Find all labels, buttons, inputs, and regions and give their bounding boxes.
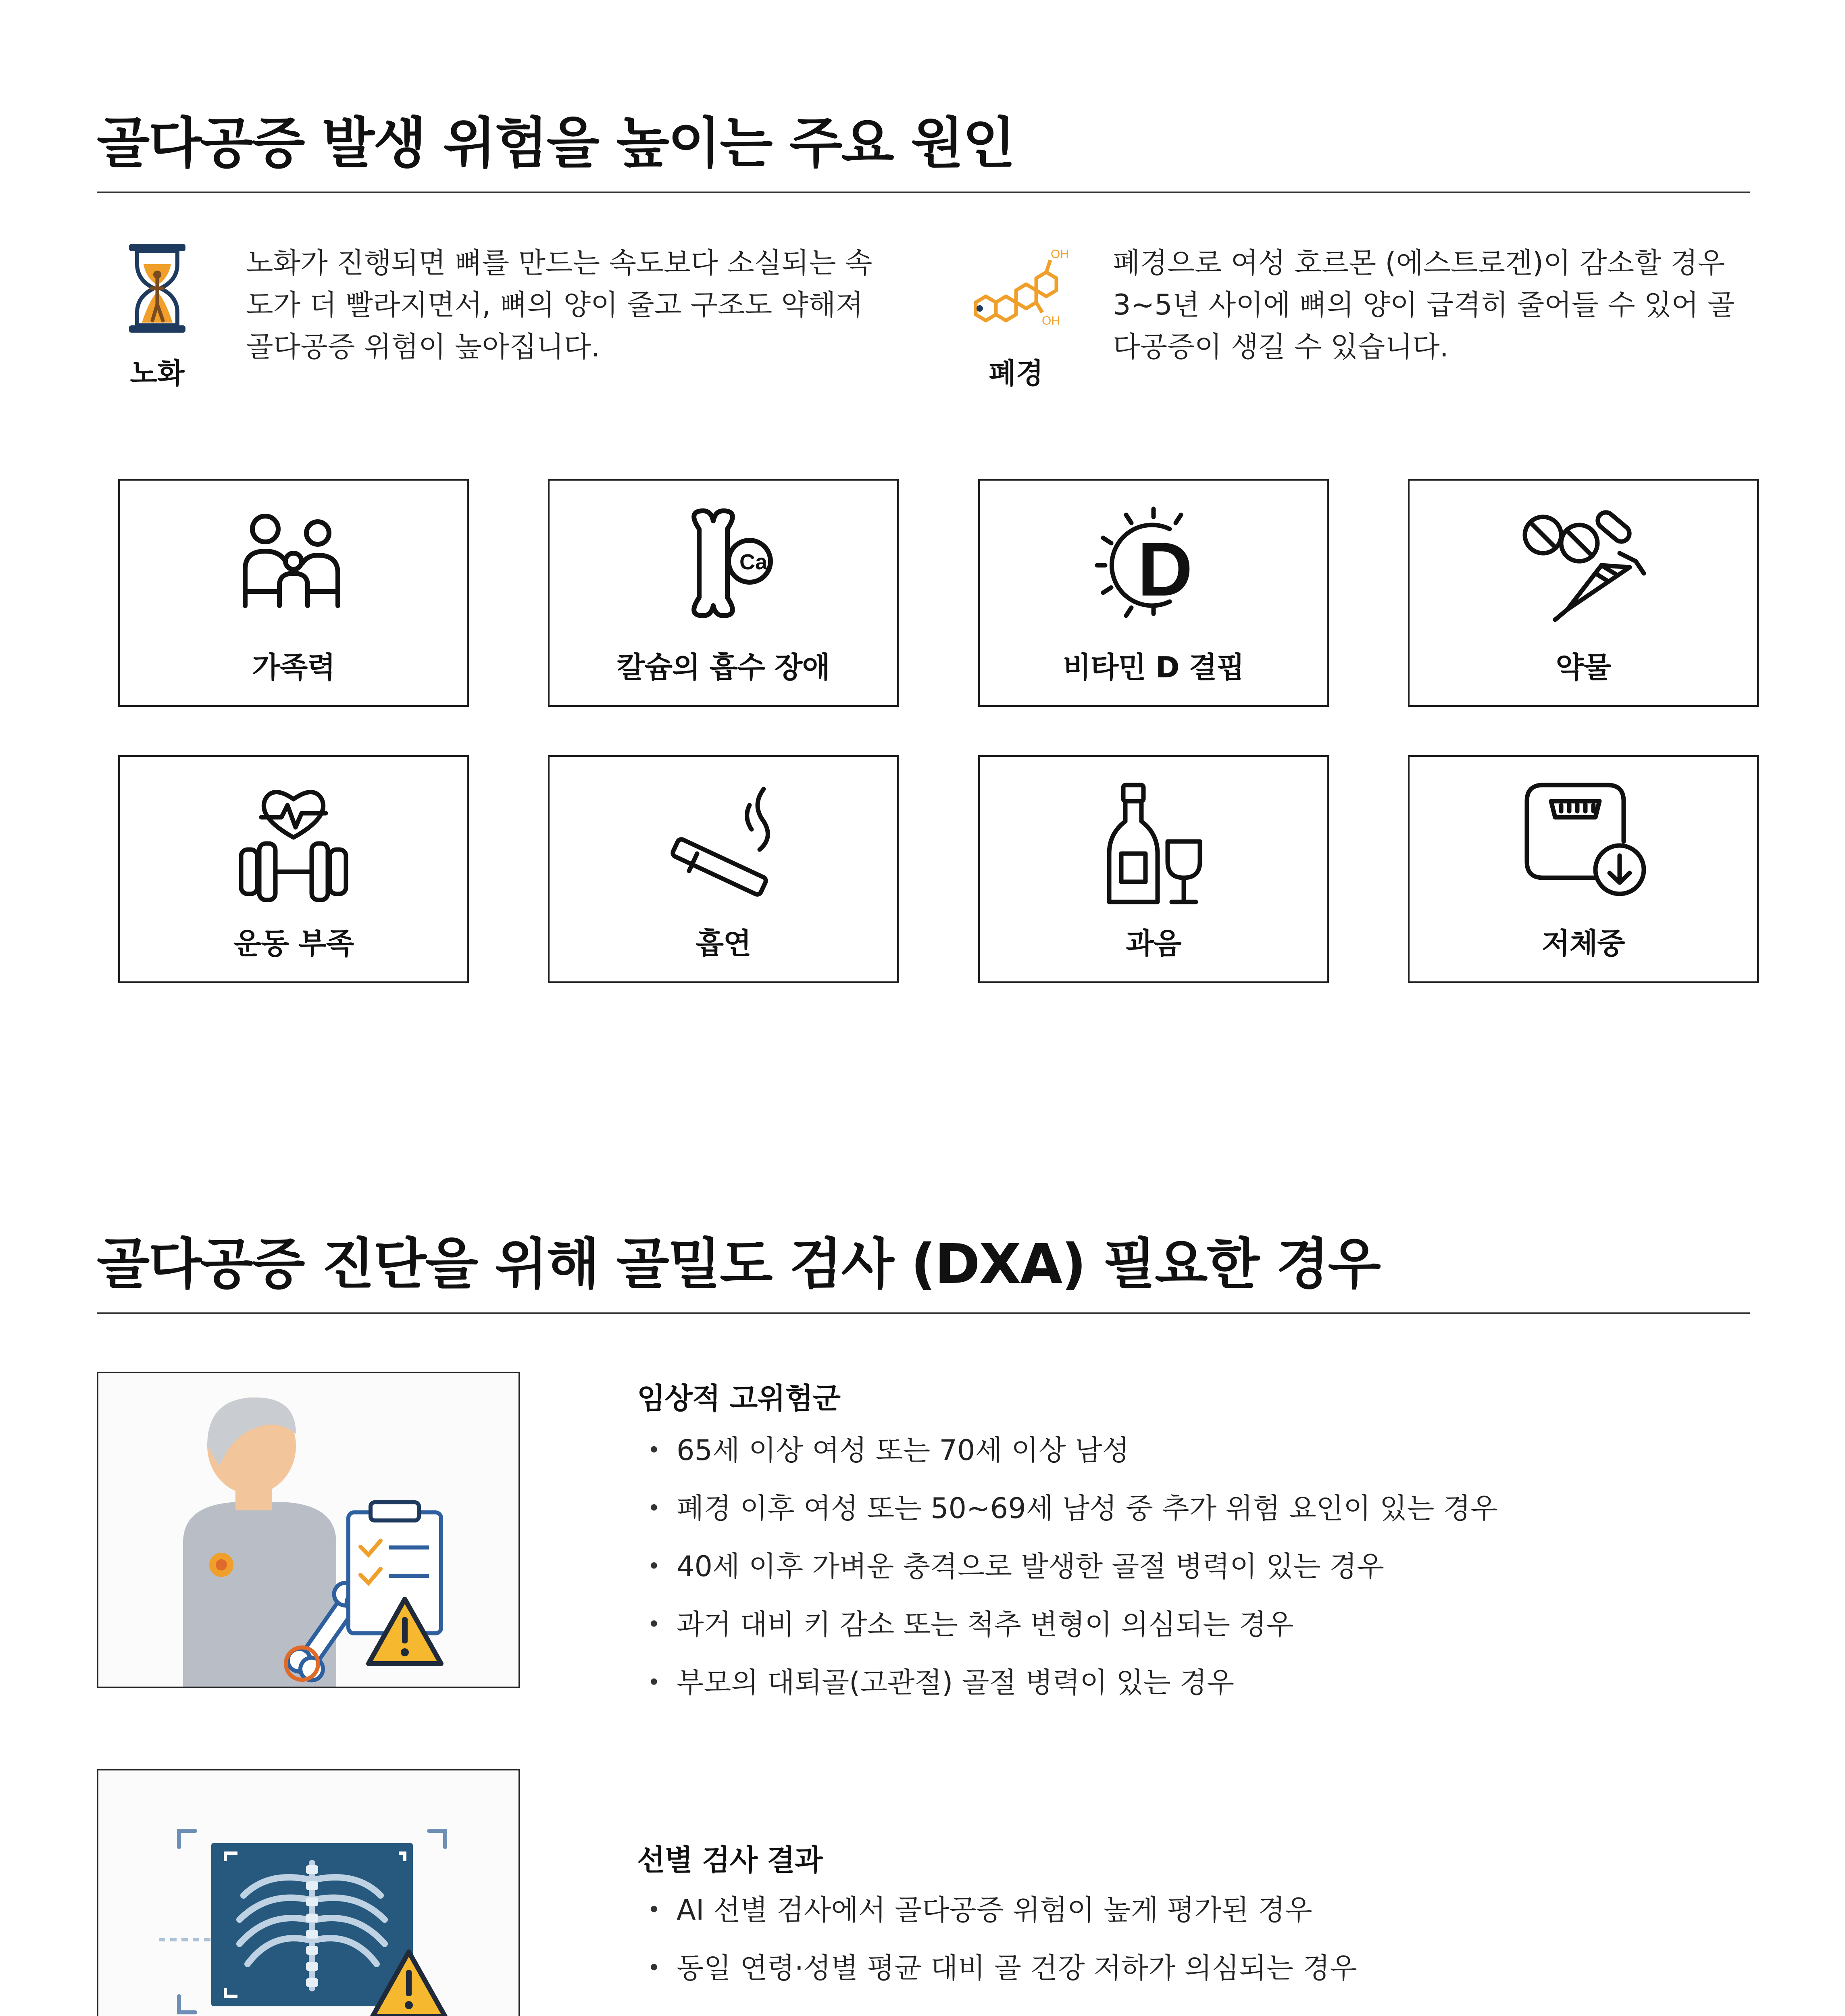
card-lack-of-exercise bbox=[118, 755, 469, 983]
calcium-symbol: Ca bbox=[739, 550, 768, 574]
menopause-label: 폐경 bbox=[989, 357, 1043, 390]
list-item: • 65세 이상 여성 또는 70세 이상 남성 bbox=[645, 1421, 1498, 1479]
menopause-text: 폐경으로 여성 호르몬 (에스트로겐)이 감소할 경우 3~5년 사이에 뼈의 양이 급격히 줄어들 수 있어 골다공증이 생길 수 있습니다. bbox=[1113, 246, 1735, 363]
estrogen-molecule-icon bbox=[968, 242, 1072, 335]
card-label: 가족력 bbox=[252, 650, 335, 684]
aging-label: 노화 bbox=[130, 357, 185, 390]
list-item: • 40세 이후 가벼운 충격으로 발생한 골절 병력이 있는 경우 bbox=[645, 1537, 1498, 1595]
bottle-wine-icon bbox=[1093, 781, 1214, 910]
list-item: • 동일 연령·성별 평균 대비 골 건강 저하가 의심되는 경우 bbox=[645, 1939, 1357, 1997]
dumbbell-heart-icon bbox=[233, 781, 354, 902]
group-heading: 선별 검사 결과 bbox=[637, 1843, 823, 1877]
card-label: 비타민 D 결핍 bbox=[1063, 650, 1244, 684]
card-label: 과음 bbox=[1126, 927, 1181, 960]
scale-down-icon bbox=[1519, 781, 1648, 902]
card-family-history bbox=[118, 479, 469, 707]
elderly-patient-illustration bbox=[97, 1372, 520, 1688]
list-item: • AI 선별 검사에서 골다공증 위험이 높게 평가된 경우 bbox=[645, 1881, 1357, 1939]
card-vitamin-d bbox=[978, 479, 1329, 707]
list-item: • 폐경 이후 여성 또는 50~69세 남성 중 추가 위험 요인이 있는 경우 bbox=[645, 1479, 1498, 1537]
card-calcium-absorption bbox=[548, 479, 899, 707]
card-medication bbox=[1408, 479, 1759, 707]
xray-scan-illustration bbox=[97, 1769, 520, 2016]
aging-text: 노화가 진행되면 뼈를 만드는 속도보다 소실되는 속도가 더 빨라지면서, 뼈의 양이 줄고 구조도 약해져 골다공증 위험이 높아집니다. bbox=[246, 246, 873, 363]
group-list bbox=[645, 1881, 1357, 1997]
vitamin-d-letter: D bbox=[1137, 527, 1193, 612]
molecule-oh-top: OH bbox=[1051, 248, 1069, 261]
group-heading: 임상적 고위험군 bbox=[637, 1381, 840, 1415]
list-item: • 과거 대비 키 감소 또는 척추 변형이 의심되는 경우 bbox=[645, 1595, 1498, 1654]
pills-syringe-icon bbox=[1515, 505, 1652, 626]
card-underweight bbox=[1408, 755, 1759, 983]
group-list bbox=[645, 1421, 1498, 1712]
bone-calcium-icon bbox=[663, 505, 784, 626]
card-label: 흡연 bbox=[696, 927, 751, 960]
hourglass-icon bbox=[121, 240, 194, 337]
molecule-oh-bottom: OH bbox=[1042, 314, 1060, 327]
section2-title: 골다공증 진단을 위해 골밀도 검사 (DXA) 필요한 경우 bbox=[97, 1233, 1380, 1296]
list-item: • 부모의 대퇴골(고관절) 골절 병력이 있는 경우 bbox=[645, 1654, 1498, 1712]
card-label: 저체중 bbox=[1542, 927, 1625, 960]
section1-divider bbox=[97, 192, 1750, 193]
section1-title: 골다공증 발생 위험을 높이는 주요 원인 bbox=[97, 112, 1014, 175]
card-label: 약물 bbox=[1556, 650, 1611, 684]
vitamin-d-sun-icon bbox=[1093, 505, 1214, 626]
card-label: 칼슘의 흡수 장애 bbox=[617, 650, 830, 684]
card-label: 운동 부족 bbox=[233, 927, 354, 960]
card-smoking bbox=[548, 755, 899, 983]
family-icon bbox=[233, 505, 354, 626]
card-heavy-drinking bbox=[978, 755, 1329, 983]
section2-divider bbox=[97, 1312, 1750, 1314]
cigarette-icon bbox=[659, 781, 788, 902]
